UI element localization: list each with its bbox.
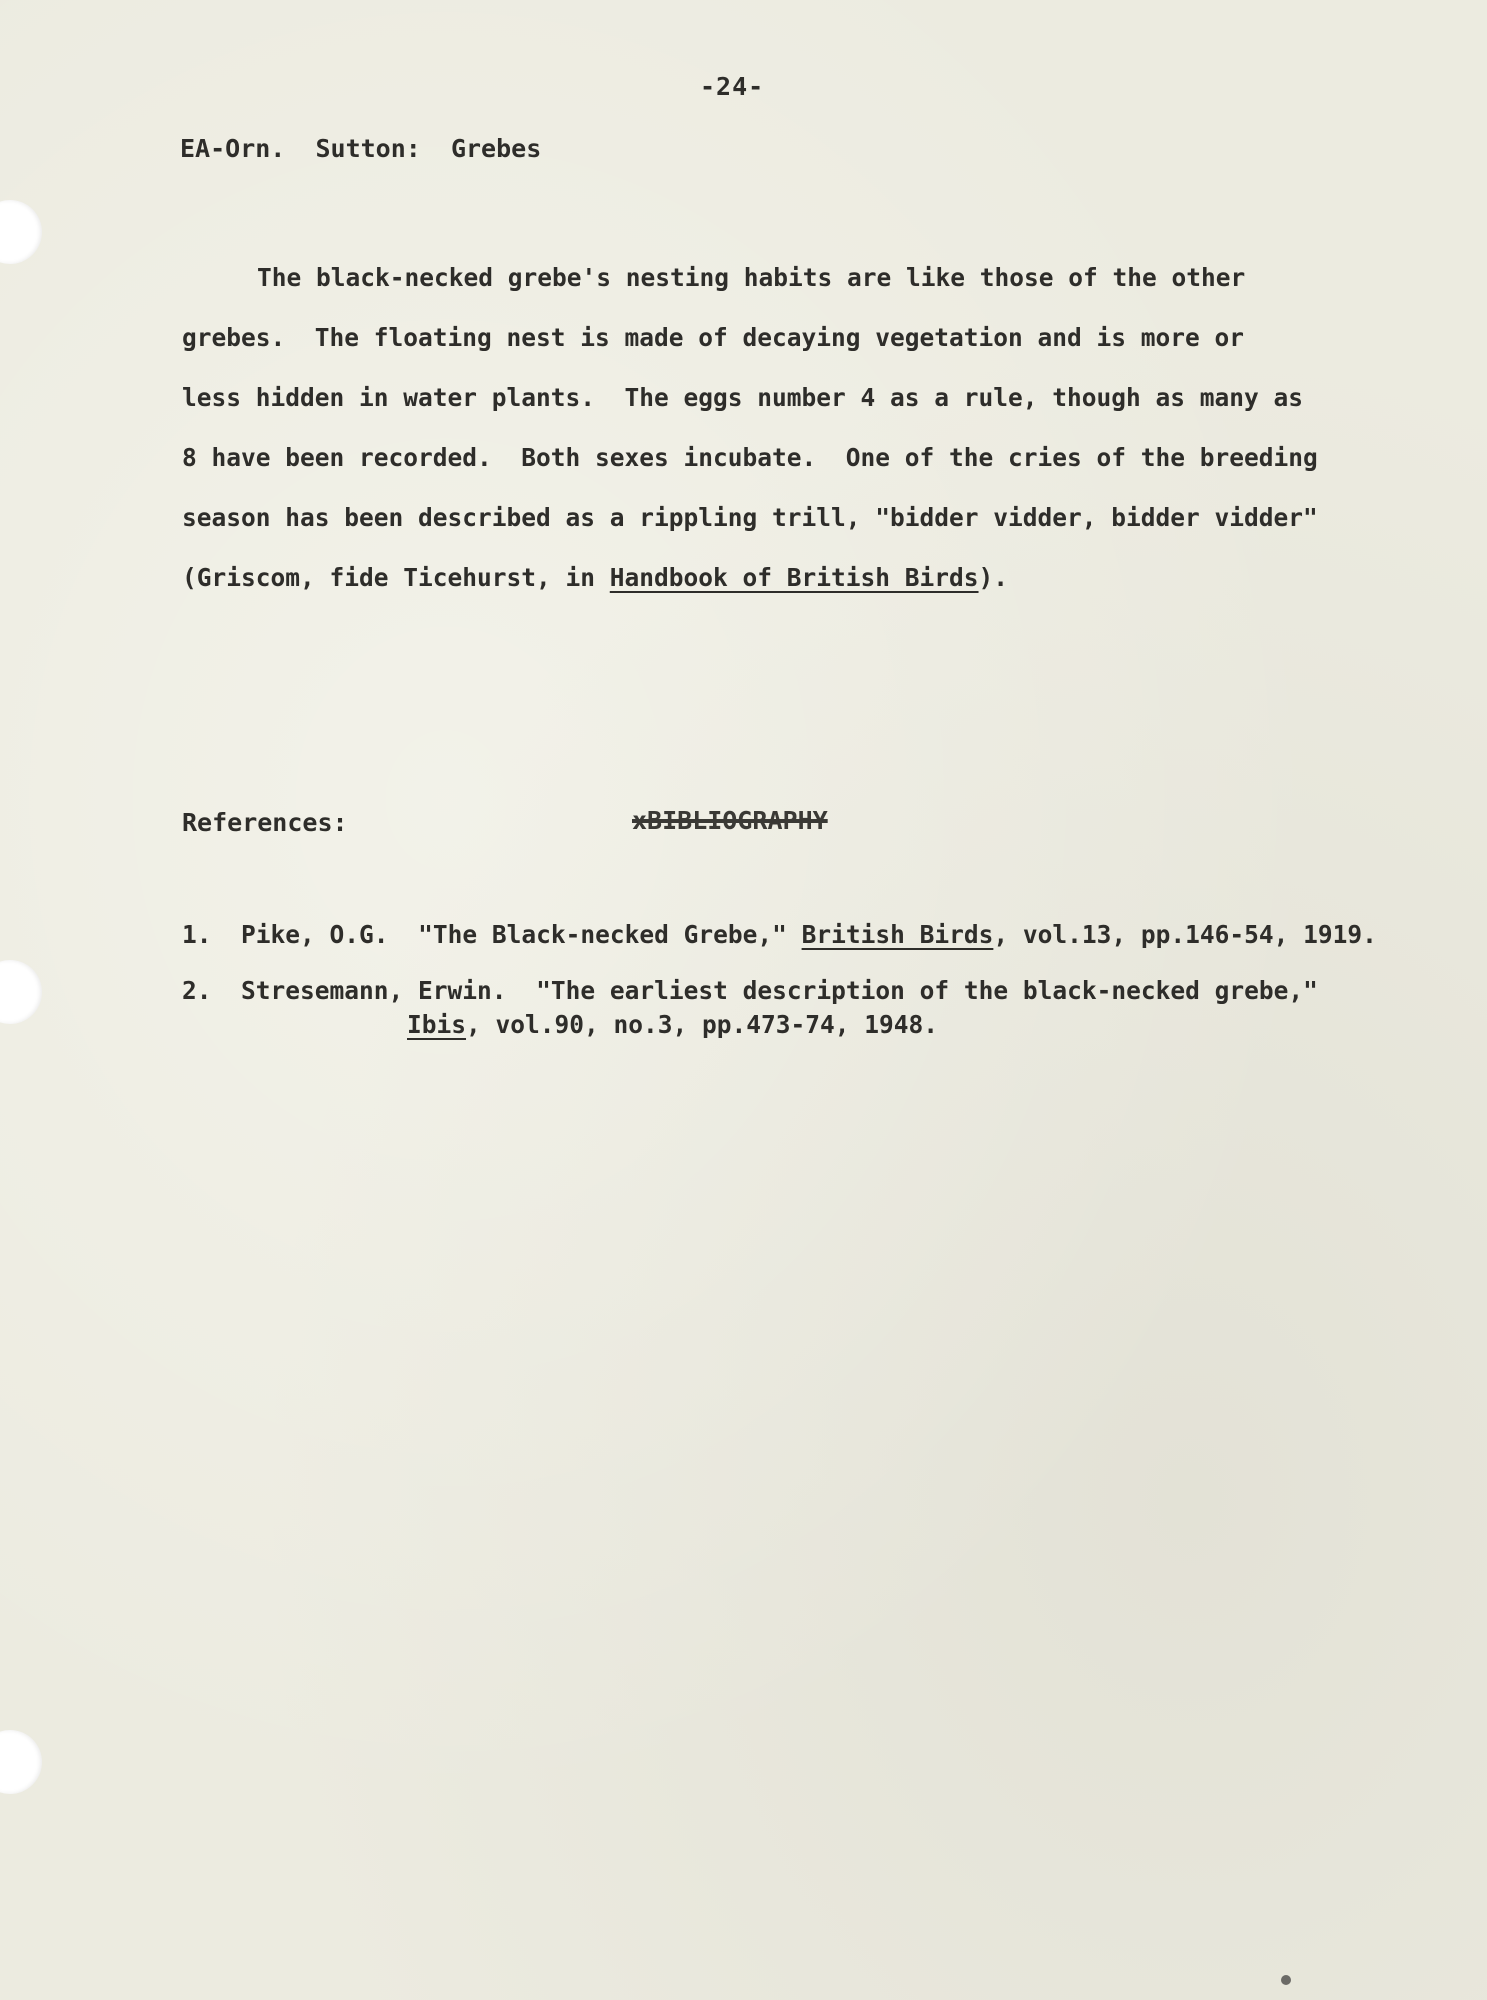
reference-details: , vol.13, pp.146-54, 1919. <box>993 920 1377 949</box>
ink-speck <box>1281 1975 1291 1985</box>
punch-hole <box>0 200 42 264</box>
body-paragraph <box>182 248 1362 608</box>
paragraph-line <box>182 548 1362 608</box>
punch-hole <box>0 1730 42 1794</box>
header-author: Sutton: <box>315 134 421 163</box>
paragraph-line: 8 have been recorded. Both sexes incubate. One of the cries of the breeding <box>182 443 1318 472</box>
reference-journal: Ibis <box>407 1010 467 1039</box>
citation-title: Handbook of British Birds <box>609 563 979 592</box>
reference-number: 1. <box>182 920 212 949</box>
paragraph-line: grebes. The floating nest is made of decaying vegetation and is more or <box>182 323 1245 352</box>
reference-title: "The Black-necked Grebe," <box>418 920 787 949</box>
citation-suffix: ). <box>978 563 1009 592</box>
reference-details: , vol.90, no.3, pp.473-74, 1948. <box>466 1010 939 1039</box>
reference-author: Pike, O.G. <box>241 920 389 949</box>
reference-list <box>182 918 1442 1064</box>
reference-number: 2. <box>182 976 212 1005</box>
header-topic: Grebes <box>450 134 542 163</box>
reference-item <box>182 974 1442 1042</box>
paragraph-line: less hidden in water plants. The eggs number 4 as a rule, though as many as <box>182 383 1304 412</box>
paragraph-line: The black-necked grebe's nesting habits are like those of the other <box>257 263 1246 292</box>
document-header <box>180 134 541 163</box>
header-course: EA-Orn. <box>180 134 286 163</box>
reference-title: "The earliest description of the black-necked grebe," <box>536 976 1318 1005</box>
references-label: References: <box>182 808 348 837</box>
page-number: -24- <box>700 72 765 101</box>
punch-hole <box>0 960 42 1024</box>
reference-journal: British Birds <box>801 920 994 949</box>
citation-prefix: (Griscom, fide Ticehurst, in <box>182 563 610 592</box>
reference-item <box>182 918 1442 952</box>
struck-bibliography-heading: xBIBLIOGRAPHY <box>632 806 828 835</box>
paragraph-line: season has been described as a rippling trill, "bidder vidder, bidder vidder" <box>182 503 1318 532</box>
reference-author: Stresemann, Erwin. <box>241 976 507 1005</box>
